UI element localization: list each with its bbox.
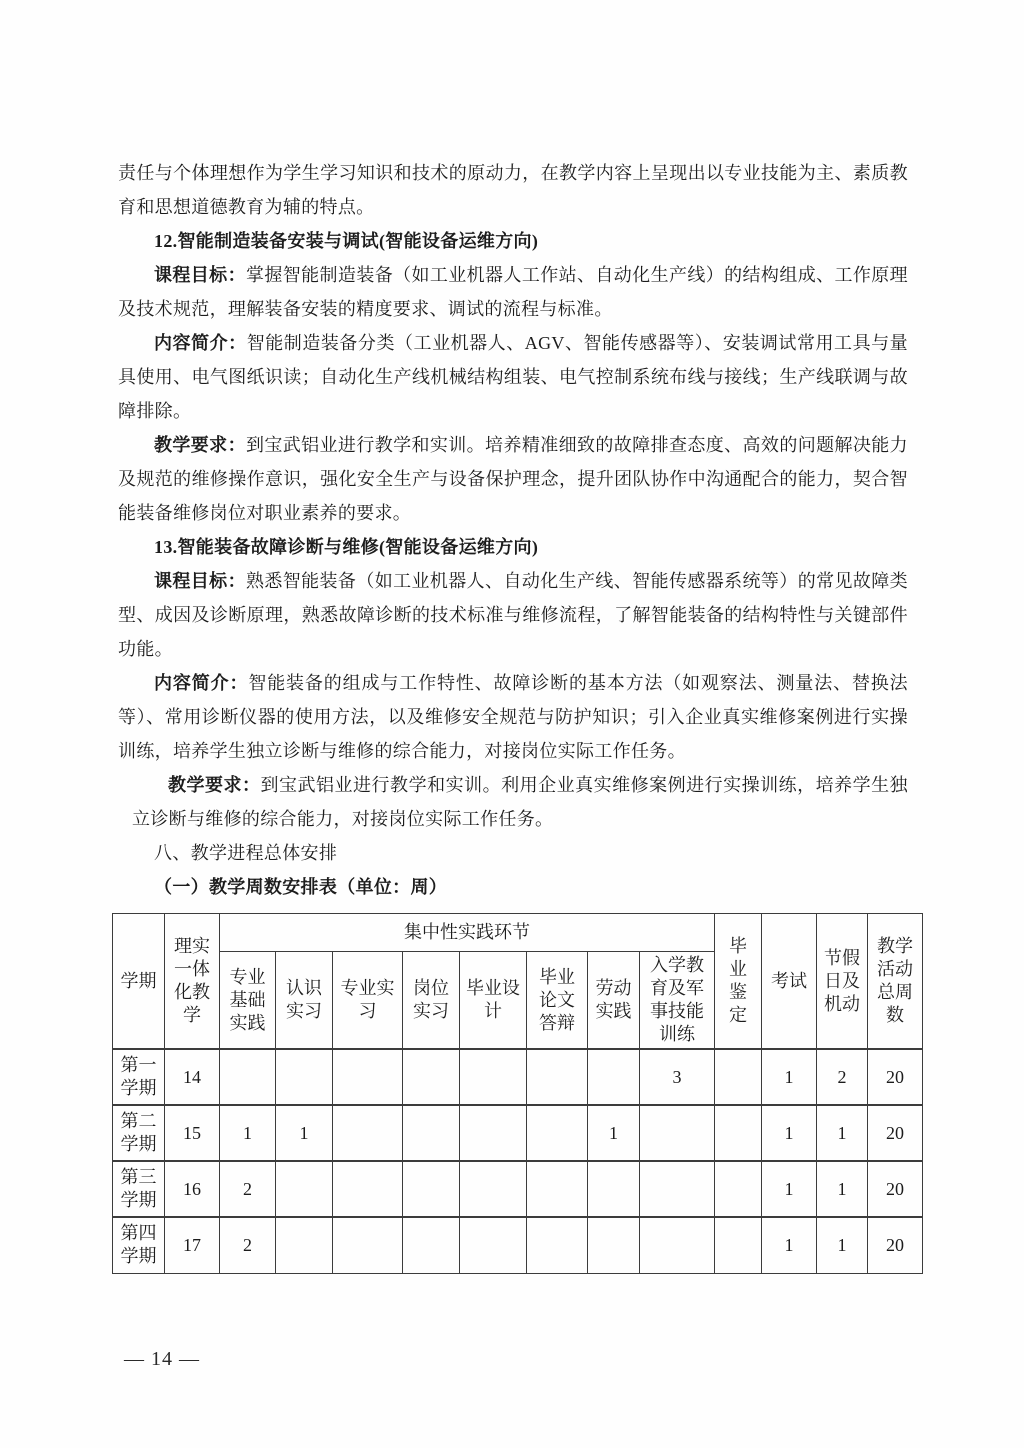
cell bbox=[640, 1217, 715, 1273]
col-header-holiday-flexible bbox=[817, 914, 868, 1050]
paragraph-course13-goal bbox=[118, 564, 908, 666]
cell bbox=[715, 1161, 762, 1217]
cell bbox=[403, 1049, 460, 1105]
text-course-goal-13: 熟悉智能装备（如工业机器人、自动化生产线、智能传感器系统等）的常见故障类型、成因及诊断原理，熟悉故障诊断的技术标准与维修流程，了解智能装备的结构特性与关键部件功能。 bbox=[118, 571, 908, 659]
cell bbox=[460, 1105, 527, 1161]
label-course-goal: 课程目标： bbox=[154, 265, 246, 285]
cell bbox=[588, 1049, 640, 1105]
cell bbox=[276, 1217, 333, 1273]
cell: 2 bbox=[220, 1161, 276, 1217]
row-header-semester-3 bbox=[113, 1161, 165, 1217]
cell: 16 bbox=[165, 1161, 220, 1217]
col-header-professional-internship-label: 专业实习 bbox=[340, 978, 395, 1021]
cell bbox=[715, 1217, 762, 1273]
cell bbox=[588, 1161, 640, 1217]
col-header-thesis-defense bbox=[527, 952, 588, 1050]
cell: 1 bbox=[276, 1105, 333, 1161]
col-header-semester bbox=[113, 914, 165, 1050]
cell: 3 bbox=[640, 1049, 715, 1105]
col-header-entrance-military-training-label: 入学教育及军事技能训练 bbox=[650, 955, 704, 1044]
row-header-semester-4 bbox=[113, 1217, 165, 1273]
cell: 1 bbox=[817, 1161, 868, 1217]
col-header-exam-label: 考试 bbox=[771, 970, 807, 991]
col-header-practice-group: 集中性实践环节 bbox=[220, 914, 715, 952]
cell: 20 bbox=[868, 1105, 923, 1161]
label-teaching-requirements-13: 教学要求： bbox=[168, 775, 261, 795]
paragraph-course13-requirements bbox=[132, 768, 908, 836]
page-content bbox=[118, 156, 913, 1274]
cell bbox=[276, 1049, 333, 1105]
col-header-entrance-military-training bbox=[640, 952, 715, 1050]
col-header-professional-internship bbox=[333, 952, 403, 1050]
cell bbox=[715, 1049, 762, 1105]
cell: 1 bbox=[762, 1105, 817, 1161]
cell bbox=[527, 1105, 588, 1161]
col-header-graduation-appraisal bbox=[715, 914, 762, 1050]
cell: 15 bbox=[165, 1105, 220, 1161]
cell: 1 bbox=[220, 1105, 276, 1161]
table-row-semester-4 bbox=[113, 1217, 923, 1273]
cell: 1 bbox=[762, 1049, 817, 1105]
col-header-labor-practice bbox=[588, 952, 640, 1050]
col-header-integrated-teaching bbox=[165, 914, 220, 1050]
col-header-graduation-design bbox=[460, 952, 527, 1050]
cell bbox=[527, 1161, 588, 1217]
cell bbox=[715, 1105, 762, 1161]
col-header-post-internship bbox=[403, 952, 460, 1050]
table-row-semester-1 bbox=[113, 1049, 923, 1105]
cell: 17 bbox=[165, 1217, 220, 1273]
paragraph-course12-goal bbox=[118, 258, 908, 326]
cell bbox=[640, 1161, 715, 1217]
cell bbox=[403, 1217, 460, 1273]
row-header-semester-2-label: 第二学期 bbox=[120, 1111, 157, 1154]
paragraph-continuation: 责任与个体理想作为学生学习知识和技术的原动力，在教学内容上呈现出以专业技能为主、素质教育和思想道德教育为辅的特点。 bbox=[118, 163, 908, 217]
col-header-post-internship-label: 岗位实习 bbox=[413, 978, 449, 1021]
table-row-semester-2 bbox=[113, 1105, 923, 1161]
row-header-semester-4-label: 第四学期 bbox=[120, 1223, 157, 1267]
cell: 20 bbox=[868, 1161, 923, 1217]
cell bbox=[403, 1161, 460, 1217]
col-header-graduation-design-label: 毕业设计 bbox=[466, 978, 520, 1021]
col-header-integrated-teaching-label: 理实一体化教学 bbox=[174, 936, 210, 1025]
cell bbox=[460, 1217, 527, 1273]
cell: 1 bbox=[817, 1105, 868, 1161]
row-header-semester-3-label: 第三学期 bbox=[120, 1167, 157, 1210]
cell bbox=[333, 1105, 403, 1161]
cell: 1 bbox=[588, 1105, 640, 1161]
table-row-semester-3 bbox=[113, 1161, 923, 1217]
col-header-total-weeks-label: 教学活动总周数 bbox=[877, 936, 913, 1025]
row-header-semester-1 bbox=[113, 1049, 165, 1105]
col-header-graduation-appraisal-label: 毕业鉴定 bbox=[729, 936, 747, 1025]
row-header-semester-2 bbox=[113, 1105, 165, 1161]
cell: 20 bbox=[868, 1217, 923, 1273]
label-course-goal-13: 课程目标： bbox=[154, 571, 246, 591]
label-content-intro: 内容简介： bbox=[154, 333, 247, 353]
cell: 14 bbox=[165, 1049, 220, 1105]
col-header-professional-basic-practice-label: 专业基础实践 bbox=[229, 966, 266, 1033]
label-content-intro-13: 内容简介： bbox=[154, 673, 249, 693]
col-header-semester-label: 学期 bbox=[120, 970, 157, 991]
section-heading-eight: 八、教学进程总体安排 bbox=[154, 843, 338, 863]
paragraph-course13-intro bbox=[118, 666, 908, 768]
col-header-professional-basic-practice bbox=[220, 952, 276, 1050]
label-teaching-requirements: 教学要求： bbox=[154, 435, 246, 455]
heading-course-12: 12.智能制造装备安装与调试(智能设备运维方向) bbox=[154, 231, 539, 251]
cell bbox=[276, 1161, 333, 1217]
col-header-total-weeks bbox=[868, 914, 923, 1050]
col-header-holiday-flexible-label: 节假日及机动 bbox=[824, 947, 860, 1014]
cell bbox=[333, 1161, 403, 1217]
row-header-semester-1-label: 第一学期 bbox=[120, 1055, 157, 1098]
text-course-goal: 掌握智能制造装备（如工业机器人工作站、自动化生产线）的结构组成、工作原理及技术规范，理解装备安装的精度要求、调试的流程与标准。 bbox=[118, 265, 908, 319]
cell bbox=[403, 1105, 460, 1161]
cell: 2 bbox=[817, 1049, 868, 1105]
text-teaching-requirements: 到宝武铝业进行教学和实训。培养精准细致的故障排查态度、高效的问题解决能力及规范的维修操作意识，强化安全生产与设备保护理念，提升团队协作中沟通配合的能力，契合智能装备维修岗位对职业素养的要求。 bbox=[118, 435, 908, 523]
teaching-weeks-table bbox=[112, 913, 923, 1274]
cell: 1 bbox=[762, 1217, 817, 1273]
col-header-cognition-internship-label: 认识实习 bbox=[286, 978, 322, 1021]
cell: 1 bbox=[762, 1161, 817, 1217]
cell bbox=[460, 1049, 527, 1105]
text-content-intro-13: 智能装备的组成与工作特性、故障诊断的基本方法（如观察法、测量法、替换法等）、常用诊断仪器的使用方法，以及维修安全规范与防护知识；引入企业真实维修案例进行实操训练，培养学生独立诊断与维修的综合能力，对接岗位实际工作任务。 bbox=[118, 673, 908, 761]
cell bbox=[460, 1161, 527, 1217]
paragraph-course12-intro bbox=[118, 326, 908, 428]
cell: 20 bbox=[868, 1049, 923, 1105]
cell bbox=[333, 1217, 403, 1273]
table-title: （一）教学周数安排表（单位：周） bbox=[154, 877, 448, 897]
col-header-cognition-internship bbox=[276, 952, 333, 1050]
cell bbox=[640, 1105, 715, 1161]
col-header-exam bbox=[762, 914, 817, 1050]
paragraph-course12-requirements bbox=[118, 428, 908, 530]
cell: 2 bbox=[220, 1217, 276, 1273]
cell: 1 bbox=[817, 1217, 868, 1273]
col-header-labor-practice-label: 劳动实践 bbox=[595, 978, 632, 1021]
cell bbox=[527, 1049, 588, 1105]
heading-course-13: 13.智能装备故障诊断与维修(智能设备运维方向) bbox=[154, 537, 539, 557]
col-header-thesis-defense-label: 毕业论文答辩 bbox=[539, 966, 575, 1033]
page-number: — 14 — bbox=[124, 1348, 200, 1370]
cell bbox=[220, 1049, 276, 1105]
cell bbox=[588, 1217, 640, 1273]
text-content-intro: 智能制造装备分类（工业机器人、AGV、智能传感器等）、安装调试常用工具与量具使用、电气图纸识读；自动化生产线机械结构组装、电气控制系统布线与接线；生产线联调与故障排除。 bbox=[118, 333, 908, 421]
cell bbox=[333, 1049, 403, 1105]
text-teaching-requirements-13: 到宝武铝业进行教学和实训。利用企业真实维修案例进行实操训练，培养学生独立诊断与维修的综合能力，对接岗位实际工作任务。 bbox=[132, 775, 908, 829]
cell bbox=[527, 1217, 588, 1273]
